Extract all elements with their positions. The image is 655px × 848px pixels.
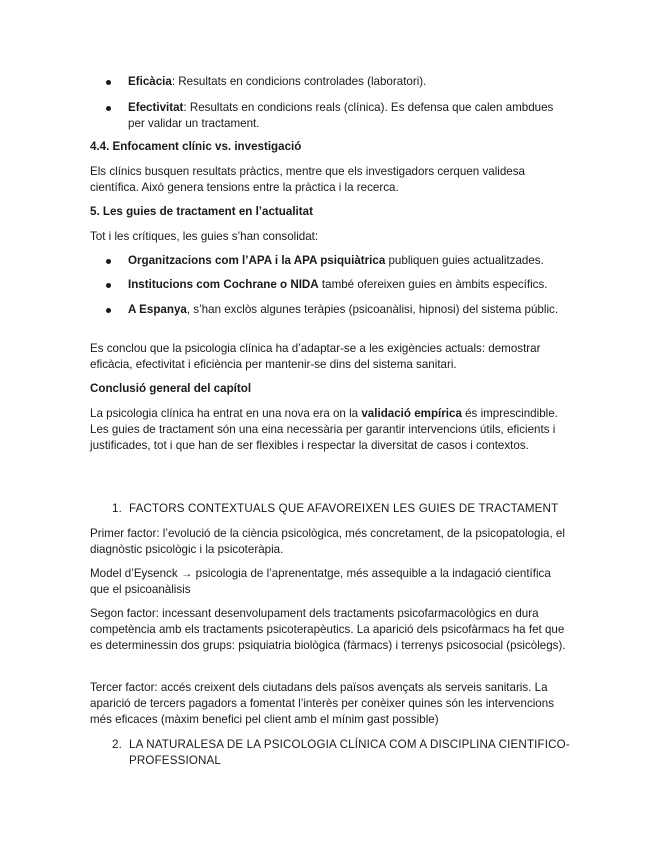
heading-5: 5. Les guies de tractament en l’actualitat xyxy=(90,205,313,218)
bullet-eficacia xyxy=(106,74,570,90)
paragraph-first-factor: Primer factor: l’evolució de la ciència psicològica, més concretament, de la psicopatologia, el diagnòstic psicològic i la psicoteràpia. xyxy=(90,527,565,556)
bullet-text xyxy=(128,253,570,269)
bullet-text xyxy=(128,277,570,293)
definition: també ofereixen guies en àmbits específics. xyxy=(318,278,548,291)
bullet-dot xyxy=(106,106,111,111)
list-number: 1. xyxy=(112,502,122,515)
bullet-text xyxy=(128,74,570,90)
bullet-dot xyxy=(106,80,111,85)
heading-conclusio: Conclusió general del capítol xyxy=(90,382,252,395)
conclusion-text-before: La psicologia clínica ha entrat en una nova era on la xyxy=(90,407,362,420)
term: Eficàcia xyxy=(128,75,172,88)
conclusion-text-after: és imprescindible. Les guies de tractament són una eina necessària per garantir intervencions útils, eficients i justificades, tot i que han de ser flexibles i respectar la diversitat de casos i contextos. xyxy=(90,407,558,452)
term: Institucions com Cochrane o NIDA xyxy=(128,278,319,291)
bullet-espanya xyxy=(106,302,570,318)
paragraph-eysenck: Model d’Eysenck → psicologia de l’aprenentatge, més assequible a la indagació científica que el psicoanàlisis xyxy=(90,567,551,596)
bullet-dot xyxy=(106,283,111,288)
term: Organitzacions com l’APA i la APA psiquiàtrica xyxy=(128,254,386,267)
paragraph-conclusio xyxy=(90,406,570,454)
definition: : Resultats en condicions reals (clínica). Es defensa que calen ambdues per validar un tractament. xyxy=(128,101,554,130)
definition: : Resultats en condicions controlades (laboratori). xyxy=(171,75,427,88)
numbered-heading-text: FACTORS CONTEXTUALS QUE AFAVOREIXEN LES GUIES DE TRACTAMENT xyxy=(129,502,559,515)
paragraph-third-factor: Tercer factor: accés creixent dels ciutadans dels països avençats als serveis sanitaris. La aparició de tercers pagadors a fomentat l’interès per conèixer quines són les intervencions més eficaces (màxim benefici pel client amb el mínim gast possible) xyxy=(90,681,555,726)
heading-4-4: 4.4. Enfocament clínic vs. investigació xyxy=(90,140,302,153)
definition: , s’han exclòs algunes teràpies (psicoanàlisi, hipnosi) del sistema públic. xyxy=(186,303,559,316)
bullet-efectivitat xyxy=(106,100,570,132)
numbered-heading-text: LA NATURALESA DE LA PSICOLOGIA CLÍNICA COM A DISCIPLINA CIENTIFICO-PROFESSIONAL xyxy=(129,738,570,767)
numbered-heading-1 xyxy=(112,501,572,517)
paragraph-4-4: Els clínics busquen resultats pràctics, mentre que els investigadors cerquen validesa científica. Això genera tensions entre la pràctica i la recerca. xyxy=(90,165,525,194)
bullet-apa xyxy=(106,253,570,269)
bullet-text xyxy=(128,302,570,318)
bullet-dot xyxy=(106,259,111,264)
bullet-cochrane xyxy=(106,277,570,293)
paragraph-5-intro: Tot i les crítiques, les guies s’han consolidat: xyxy=(90,230,319,243)
definition: publiquen guies actualitzades. xyxy=(385,254,544,267)
term: Efectivitat xyxy=(128,101,184,114)
numbered-heading-2 xyxy=(112,737,572,769)
paragraph-second-factor: Segon factor: incessant desenvolupament dels tractaments psicofarmacològics en dura competència amb els tractaments psicoterapèutics. La aparició dels psicofàrmacs ha fet que es determinessin dos grups: psiquiatria biològica (fàrmacs) i terrenys psicosocial (psicòlegs). xyxy=(90,607,566,652)
term: A Espanya xyxy=(128,303,187,316)
list-number: 2. xyxy=(112,738,122,751)
paragraph-5-closing: Es conclou que la psicologia clínica ha d’adaptar-se a les exigències actuals: demostrar eficàcia, efectivitat i eficiència per mantenir-se dins del sistema sanitari. xyxy=(90,342,541,371)
conclusion-emphasis: validació empírica xyxy=(361,407,462,420)
bullet-dot xyxy=(106,308,111,313)
bullet-text xyxy=(128,100,570,132)
